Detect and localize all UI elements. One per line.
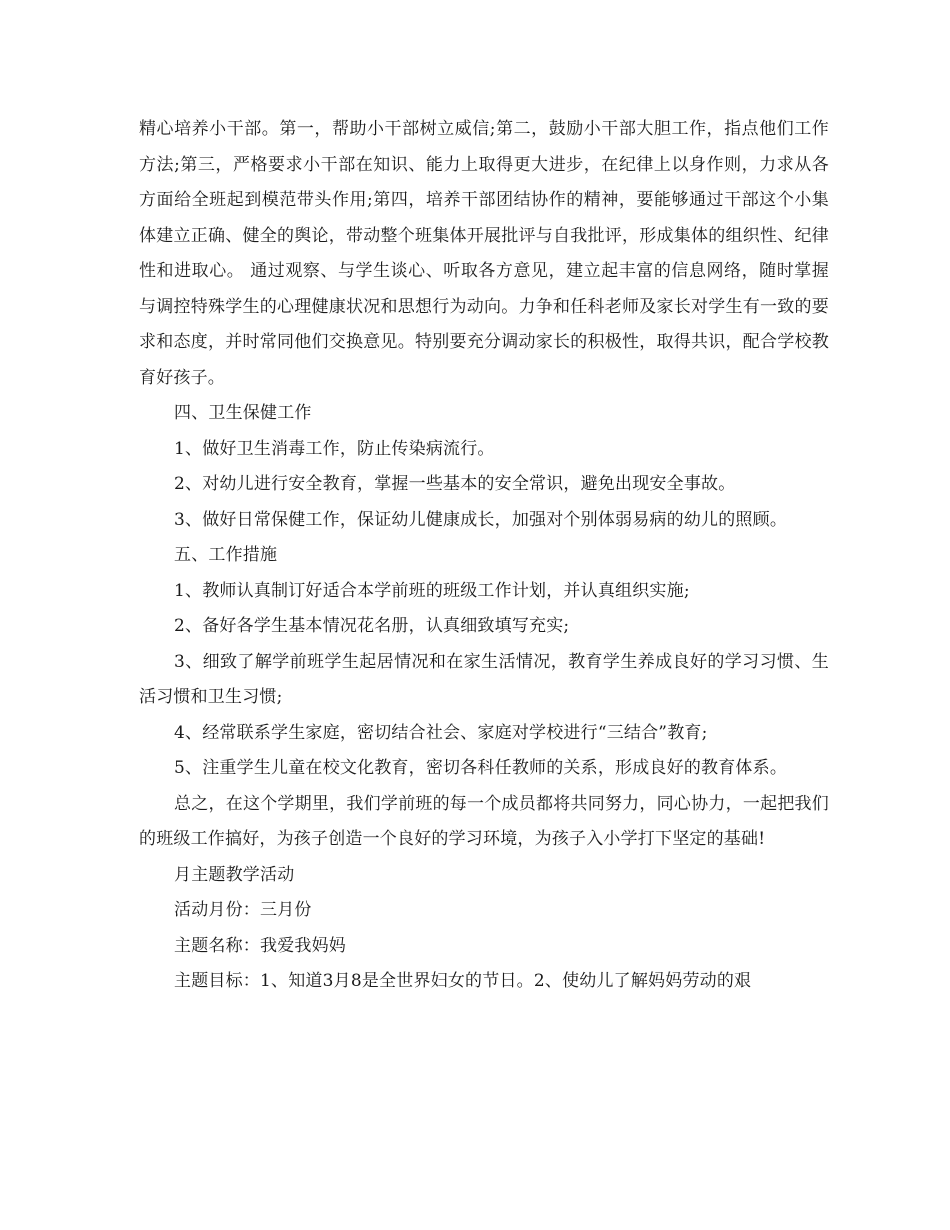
- list-item-measures-2: 2、备好各学生基本情况花名册，认真细致填写充实;: [174, 616, 570, 636]
- list-item-measures-4: 4、经常联系学生家庭，密切结合社会、家庭对学校进行“三结合”教育;: [174, 722, 708, 743]
- paragraph-summary: 总之，在这个学期里，我们学前班的每一个成员都将共同努力，同心协力，一起把我们的班级工作搞好，为孩子创造一个良好的学习环境，为孩子入小学打下坚定的基础!: [139, 793, 829, 849]
- paragraph-class-cadre-training: 精心培养小干部。第一，帮助小干部树立威信;第二，鼓励小干部大胆工作，指点他们工作方法;第三，严格要求小干部在知识、能力上取得更大进步，在纪律上以身作则，力求从各方面给全班起到模范带头作用;第四，培养干部团结协作的精神，要能够通过干部这个小集体建立正确、健全的舆论，带动整个班集体开展批评与自我批评，形成集体的组织性、纪律性和进取心。 通过观察、与学生谈心、听取各方意见，建立起丰富的信息网络，随时掌握与调控特殊学生的心理健康状况和思想行为动向。力争和任科老师及家长对学生有一致的要求和态度，并时常同他们交换意见。特别要充分调动家长的积极性，取得共识，配合学校教育好孩子。: [139, 119, 829, 388]
- list-item-health-1: 1、做好卫生消毒工作，防止传染病流行。: [174, 438, 495, 459]
- document-body: [139, 112, 829, 1000]
- heading-monthly-theme-activity: 月主题教学活动: [174, 864, 295, 885]
- list-item-measures-3: 3、细致了解学前班学生起居情况和在家生活情况，教育学生养成良好的学习习惯、生活习惯和卫生习惯;: [139, 651, 829, 707]
- list-item-health-3: 3、做好日常保健工作，保证幼儿健康成长，加强对个别体弱易病的幼儿的照顾。: [174, 509, 788, 530]
- list-item-measures-5: 5、注重学生儿童在校文化教育，密切各科任教师的关系，形成良好的教育体系。: [174, 758, 788, 778]
- list-item-health-2: 2、对幼儿进行安全教育，掌握一些基本的安全常识，避免出现安全事故。: [174, 474, 736, 494]
- theme-goals-line: 主题目标：1、知道3月8是全世界妇女的节日。2、使幼儿了解妈妈劳动的艰: [174, 971, 752, 991]
- activity-month-line: 活动月份：三月份: [174, 900, 312, 920]
- section-heading-health-care: 四、卫生保健工作: [174, 403, 312, 423]
- theme-name-line: 主题名称：我爱我妈妈: [174, 935, 346, 956]
- list-item-measures-1: 1、教师认真制订好适合本学前班的班级工作计划，并认真组织实施;: [174, 580, 690, 601]
- section-heading-work-measures: 五、工作措施: [174, 545, 278, 565]
